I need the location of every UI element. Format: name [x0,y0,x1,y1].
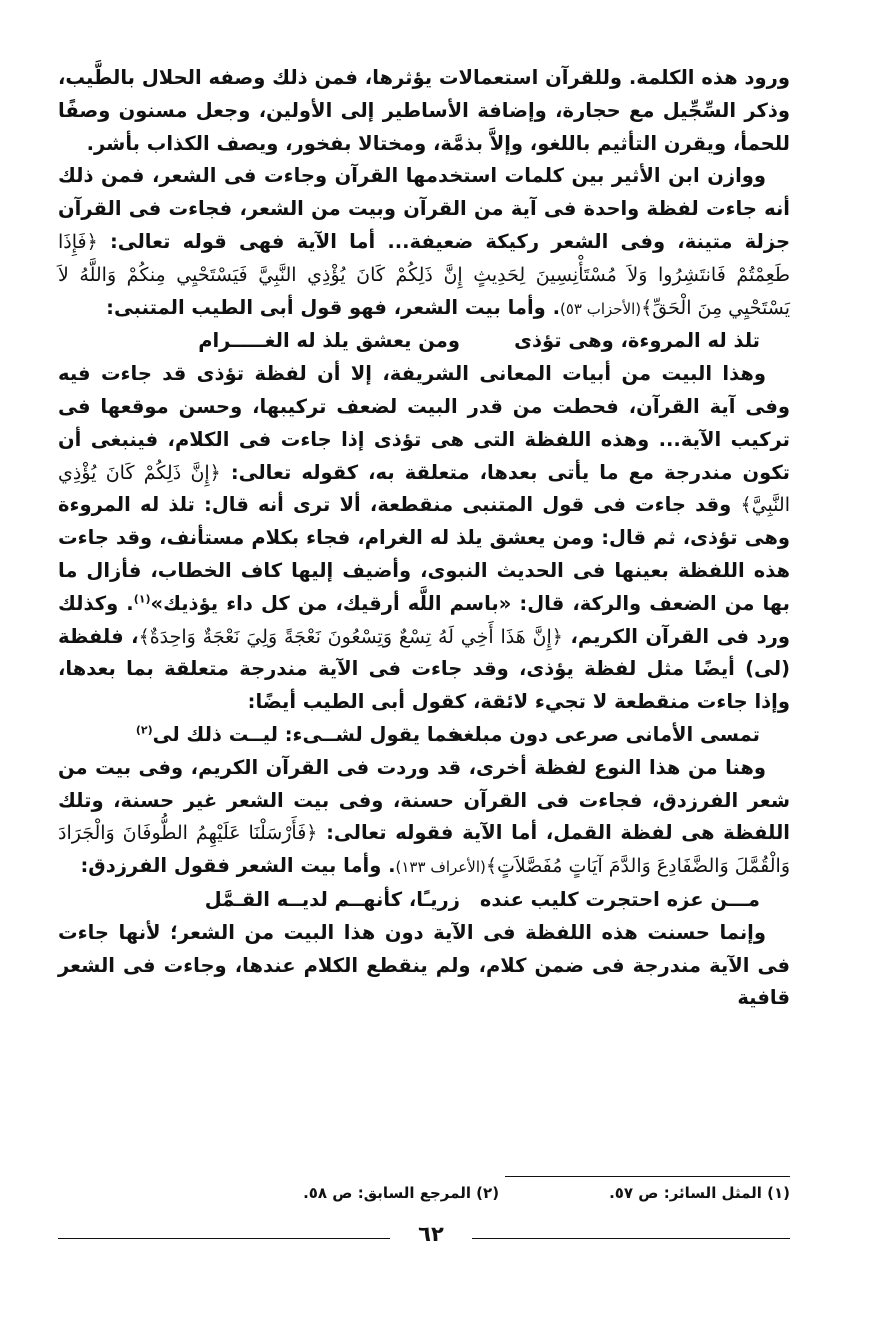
paragraph-2-text-b: . وأما بيت الشعر، فهو قول أبى الطيب المتنبى: [106,295,560,319]
paragraph-5 [58,917,790,1015]
paragraph-3-text-a: وهذا البيت من أبيات المعانى الشريفة، إلا أن لفظة تؤذى قد جاءت فيه وفى آية القرآن، فحطت من قدر البيت لضعف تركيبها، وحسن موقعها فى تركيب الآية... وهذه اللفظة التى هى تؤذى إذا جاءت فى الكلام، فينبغى أن تكون مندرجة مع ما يأتى بعدها، متعلقة به، كقوله تعالى: [58,362,790,484]
paragraph-5-text: وإنما حسنت هذه اللفظة فى الآية دون هذا البيت من الشعر؛ لأنها جاءت فى الآية مندرجة فى ضمن كلام، ولم ينقطع الكلام عندها، وجاءت فى الشعر قافية [58,920,790,1010]
main-text [58,62,790,1015]
page-number-rule-left [58,1238,390,1239]
verse-mutanabbi-1 [58,325,790,358]
page-number-rule-right [472,1238,790,1239]
paragraph-4 [58,752,790,884]
paragraph-3-text-d: ، فلفظة (لى) أيضًا مثل لفظة يؤذى، وقد جاءت فى الآية مندرجة متعلقة بما بعدها، وإذا جاءت منقطعة لا تجيء لائقة، كقول أبى الطيب أيضًا: [58,624,790,714]
verse-2-second-text: فما يقول لشــىء: ليــت ذلك لى [152,722,460,746]
page-number: ٦٢ [418,1222,444,1246]
paragraph-1 [58,62,790,160]
verse-2-first-hemistich: تمسى الأمانى صرعى دون مبلغه [451,722,760,746]
paragraph-4-text-a: وهنا من هذا النوع لفظة أخرى، قد وردت فى القرآن الكريم، وفى بيت من شعر الفرزدق، فجاءت فى القرآن حسنة، وفى بيت الشعر غير حسنة، وتلك اللفظة هى لفظة القمل، أما الآية فقوله تعالى: [58,755,790,845]
verse-1-second-hemistich: ومن يعشق يلذ له الغـــــرام [198,329,460,353]
quran-quote-araf: ﴿فَأَرْسَلْنَا عَلَيْهِمُ الطُّوفَانَ وَالْجَرَادَ وَالْقُمَّلَ وَالضَّفَادِعَ وَالدَّمَ آيَاتٍ مُفَصَّلاَتٍ﴾ [58,822,790,878]
quran-citation-ahzab: (الأحزاب ٥٣) [559,299,642,318]
quran-quote-ahzab: ﴿فَإِذَا طَعِمْتُمْ فَانتَشِرُوا وَلاَ مُسْتَأْنِسِينَ لِحَدِيثٍ إِنَّ ذَلِكُمْ كَانَ يُؤْذِي النَّبِيَّ فَيَسْتَحْيِي مِنكُمْ وَاللَّهُ لاَ يَسْتَحْيِي مِنَ الْحَقِّ﴾ [58,230,790,319]
quran-citation-araf: (الأعراف ١٣٣) [395,858,486,877]
footnote-2: (٢) المرجع السابق: ص ٥٨. [303,1184,500,1202]
footnote-divider [505,1176,790,1177]
quran-quote-sad: ﴿إِنَّ هَذَا أَخِي لَهُ تِسْعٌ وَتِسْعُونَ نَعْجَةً وَلِيَ نَعْجَةٌ وَاحِدَةٌ﴾ [138,625,563,648]
verse-2-second-hemistich [136,719,460,752]
footnote-ref-1: (١) [133,592,151,606]
paragraph-4-text-b: . وأما بيت الشعر فقول الفرزدق: [80,854,396,878]
paragraph-1-text: ورود هذه الكلمة. وللقرآن استعمالات يؤثرها، فمن ذلك وصفه الحلال بالطَّيب، وذكر السِّجِّيل مع حجارة، وإضافة الأساطير إلى الأولين، وجعل مسنون وصفًا للحمأ، ويقرن التأثيم باللغو، وإلاَّ بذمَّة، ومختالا بفخور، ويصف الكذاب بأشر. [58,66,790,155]
paragraph-3-text-b: وقد جاءت فى قول المتنبى منقطعة، ألا ترى أنه قال: تلذ له المروءة وهى تؤذى، ثم قال: ومن يعشق يلذ له الغرام، فجاء بكلام مستأنف، وقد جاءت هذه اللفظة بعينها فى الحديث النبوى، وأضيف إليها كاف الخطاب، فأزال ما بها من الضعف والركة، قال: «باسم اللَّه أرقيك، من كل داء يؤذيك» [58,493,790,615]
footnote-1: (١) المثل السائر: ص ٥٧. [609,1184,790,1202]
paragraph-3 [58,358,790,719]
quran-quote-short: ﴿إِنَّ ذَلِكُمْ كَانَ يُؤْذِي النَّبِيَّ﴾ [58,461,790,517]
paragraph-2 [58,160,790,325]
paragraph-3-text-c: . وكذلك ورد فى القرآن الكريم، [58,591,790,648]
verse-farazdaq [58,884,790,917]
footnotes [140,1184,790,1202]
verse-mutanabbi-2 [58,719,790,752]
verse-3-second-hemistich: زريـًا، كأنهــم لديــه القـمَّل [204,887,460,911]
verse-3-first-hemistich: مـــن عزه احتجرت كليب عنده [479,887,760,911]
footnote-ref-2: (٢) [135,723,153,737]
verse-1-first-hemistich: تلذ له المروءة، وهى تؤذى [514,329,760,353]
paragraph-2-text-a: ووازن ابن الأثير بين كلمات استخدمها القرآن وجاءت فى الشعر، فمن ذلك أنه جاءت لفظة واحدة فى آية من القرآن وبيت من الشعر، فجاءت فى القرآن جزلة متينة، وفى الشعر ركيكة ضعيفة... أما الآية فهى قوله تعالى: [58,164,790,253]
